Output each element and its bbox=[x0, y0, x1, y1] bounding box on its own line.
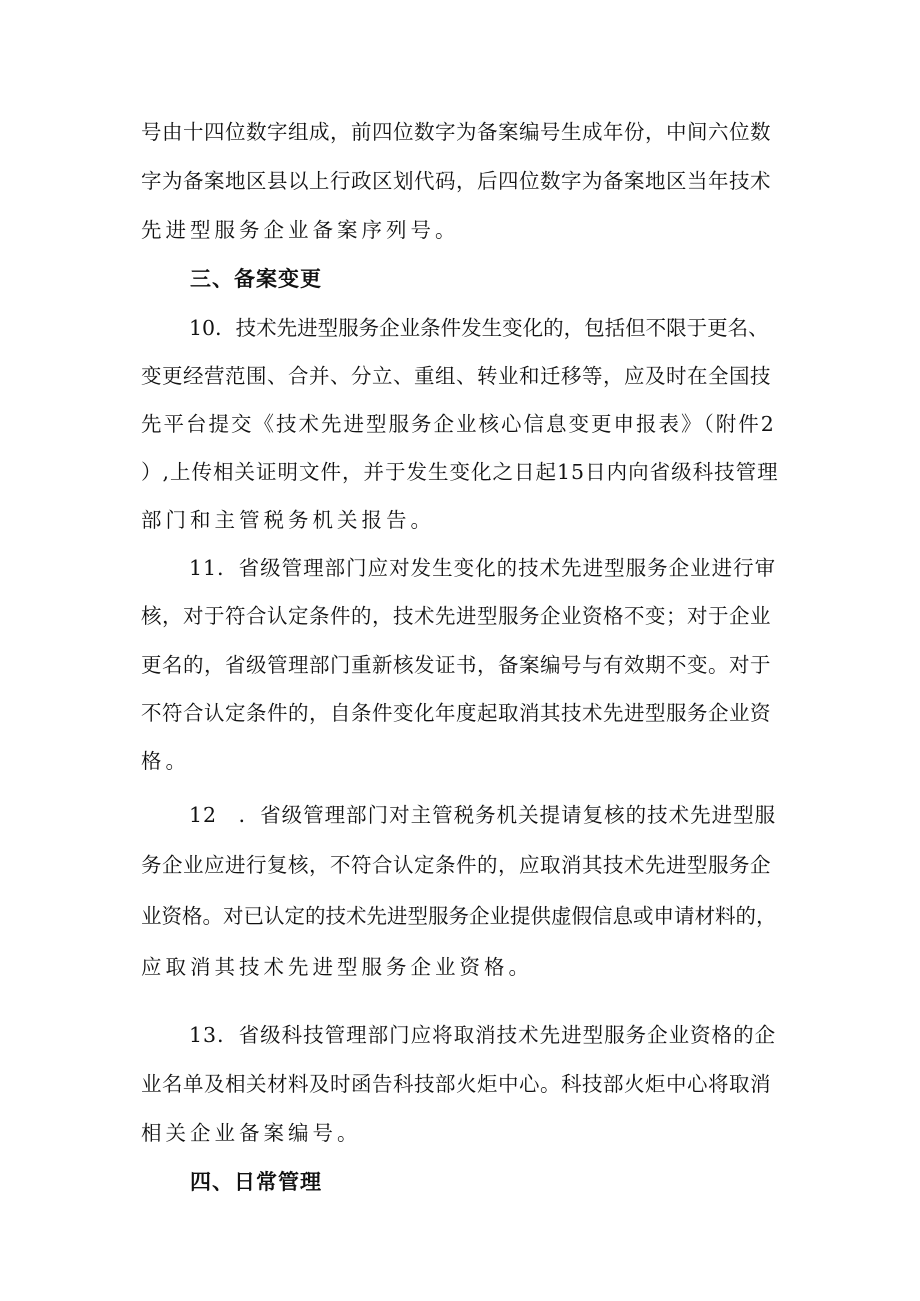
para-10-line-4: ）,上传相关证明文件，并于发生变化之日起15日内向省级科技管理 bbox=[141, 460, 779, 484]
para-11-line-3: 更名的，省级管理部门重新核发证书，备案编号与有效期不变。对于 bbox=[141, 653, 771, 677]
section-4-heading: 四、日常管理 bbox=[190, 1170, 322, 1194]
para-13-line-1: 13．省级科技管理部门应将取消技术先进型服务企业资格的企 bbox=[189, 1023, 777, 1047]
para-11-line-5: 格。 bbox=[141, 749, 190, 773]
para-11-line-1: 11．省级管理部门应对发生变化的技术先进型服务企业进行审 bbox=[189, 556, 777, 580]
intro-line-3: 先进型服务企业备案序列号。 bbox=[141, 218, 460, 242]
para-13-line-2: 业名单及相关材料及时函告科技部火炬中心。科技部火炬中心将取消 bbox=[141, 1072, 771, 1096]
para-10-line-3: 先平台提交《技术先进型服务企业核心信息变更申报表》（附件2 bbox=[141, 412, 776, 436]
para-12-line-3: 业资格。对已认定的技术先进型服务企业提供虚假信息或申请材料的， bbox=[141, 904, 777, 928]
para-13-line-3: 相关企业备案编号。 bbox=[141, 1121, 362, 1145]
para-11-line-2: 核，对于符合认定条件的，技术先进型服务企业资格不变；对于企业 bbox=[141, 604, 771, 628]
section-3-heading: 三、备案变更 bbox=[190, 267, 322, 291]
para-10-line-1: 10．技术先进型服务企业条件发生变化的，包括但不限于更名、 bbox=[189, 316, 769, 340]
intro-line-1: 号由十四位数字组成，前四位数字为备案编号生成年份，中间六位数 bbox=[141, 120, 771, 144]
para-10-line-2: 变更经营范围、合并、分立、重组、转业和迁移等，应及时在全国技 bbox=[141, 364, 771, 388]
intro-line-2: 字为备案地区县以上行政区划代码，后四位数字为备案地区当年技术 bbox=[141, 169, 771, 193]
para-12-line-1: 12 ．省级管理部门对主管税务机关提请复核的技术先进型服 bbox=[189, 803, 777, 827]
para-12-line-2: 务企业应进行复核，不符合认定条件的，应取消其技术先进型服务企 bbox=[141, 853, 771, 877]
para-12-line-4: 应取消其技术先进型服务企业资格。 bbox=[141, 955, 533, 979]
para-10-line-5: 部门和主管税务机关报告。 bbox=[141, 508, 435, 532]
para-11-line-4: 不符合认定条件的，自条件变化年度起取消其技术先进型服务企业资 bbox=[141, 701, 771, 725]
